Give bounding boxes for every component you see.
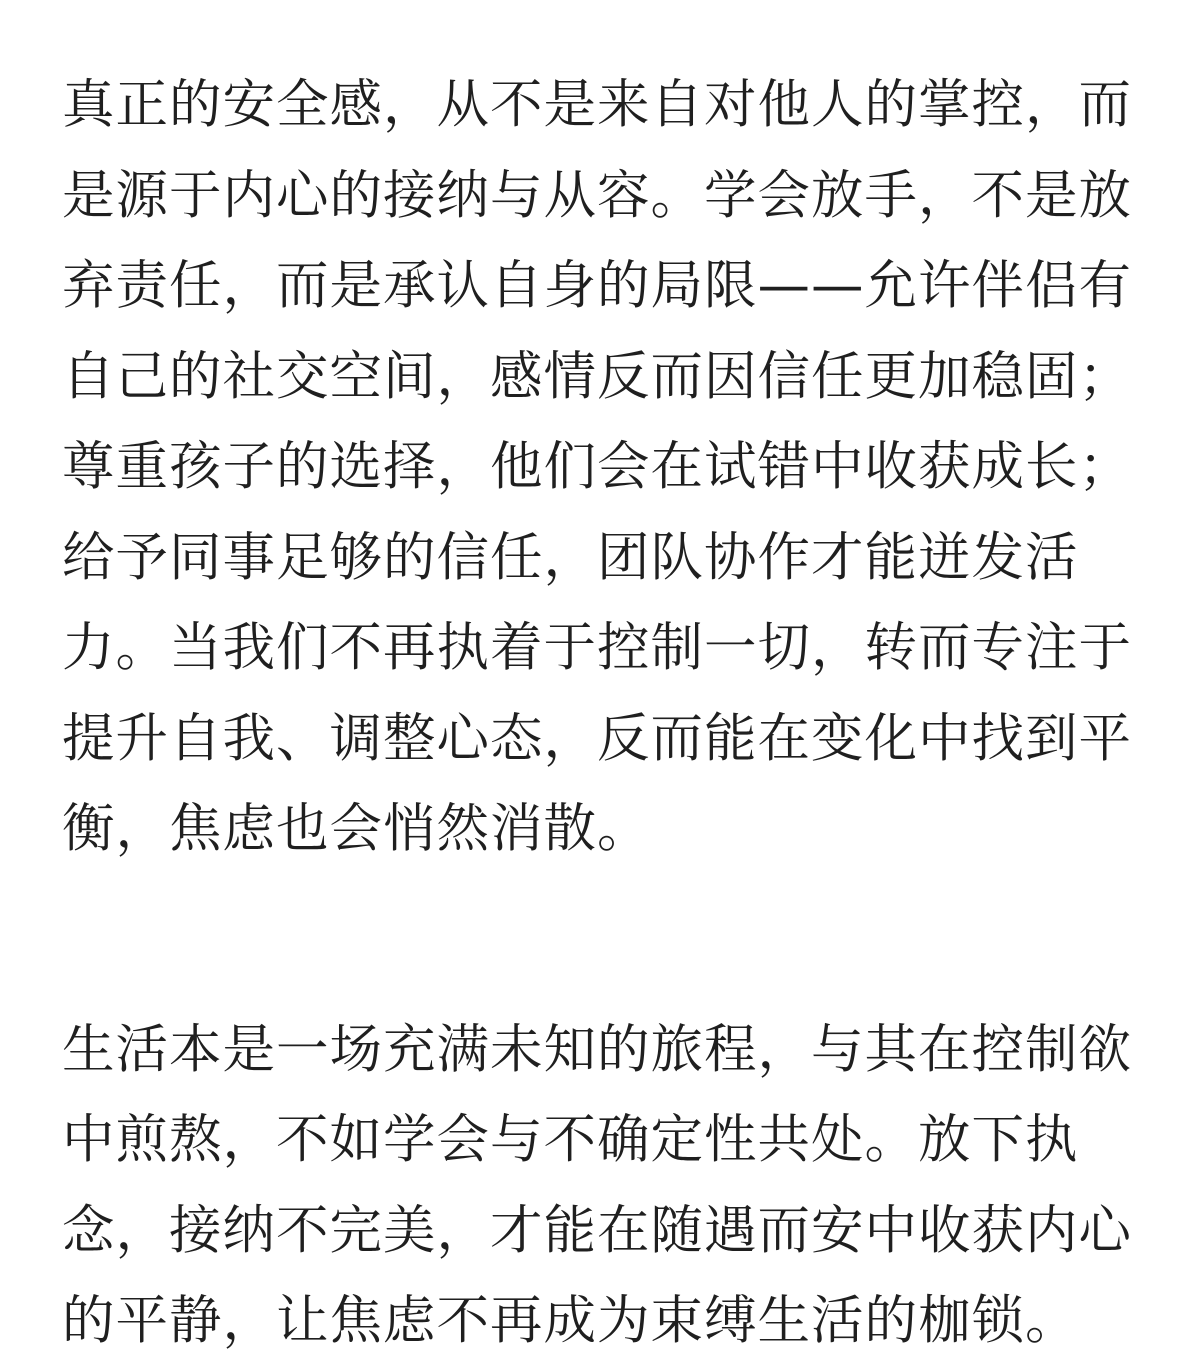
text-line: 衡，焦虑也会悄然消散。: [62, 798, 651, 859]
text-line: 中煎熬，不如学会与不确定性共处。放下执: [62, 1109, 1079, 1170]
text-line: 是源于内心的接纳与从容。学会放手，不是放: [62, 164, 1133, 226]
text-line: 给予同事足够的信任，团队协作才能迸发活: [62, 526, 1079, 588]
text-line: 力。当我们不再执着于控制一切，转而专注于: [62, 617, 1133, 678]
text-line: 弃责任，而是承认自身的局限——允许伴侣有: [62, 255, 1133, 316]
text-line: 真正的安全感，从不是来自对他人的掌控，而: [62, 74, 1133, 135]
text-line: 提升自我、调整心态，反而能在变化中找到平: [62, 707, 1133, 769]
text-line: 念，接纳不完美，才能在随遇而安中收获内心: [62, 1199, 1133, 1261]
text-line: 尊重孩子的选择，他们会在试错中收获成长；: [62, 436, 1133, 497]
text-line: 的平静，让焦虑不再成为束缚生活的枷锁。: [62, 1290, 1079, 1351]
paragraph-2: [62, 1005, 1133, 1367]
paragraph-spacer: [62, 875, 1120, 1005]
text-line: 生活本是一场充满未知的旅程，与其在控制欲: [62, 1018, 1133, 1080]
article-body: [62, 60, 1133, 1367]
paragraph-1: [62, 60, 1133, 875]
text-line: 自己的社交空间，感情反而因信任更加稳固；: [62, 345, 1133, 407]
